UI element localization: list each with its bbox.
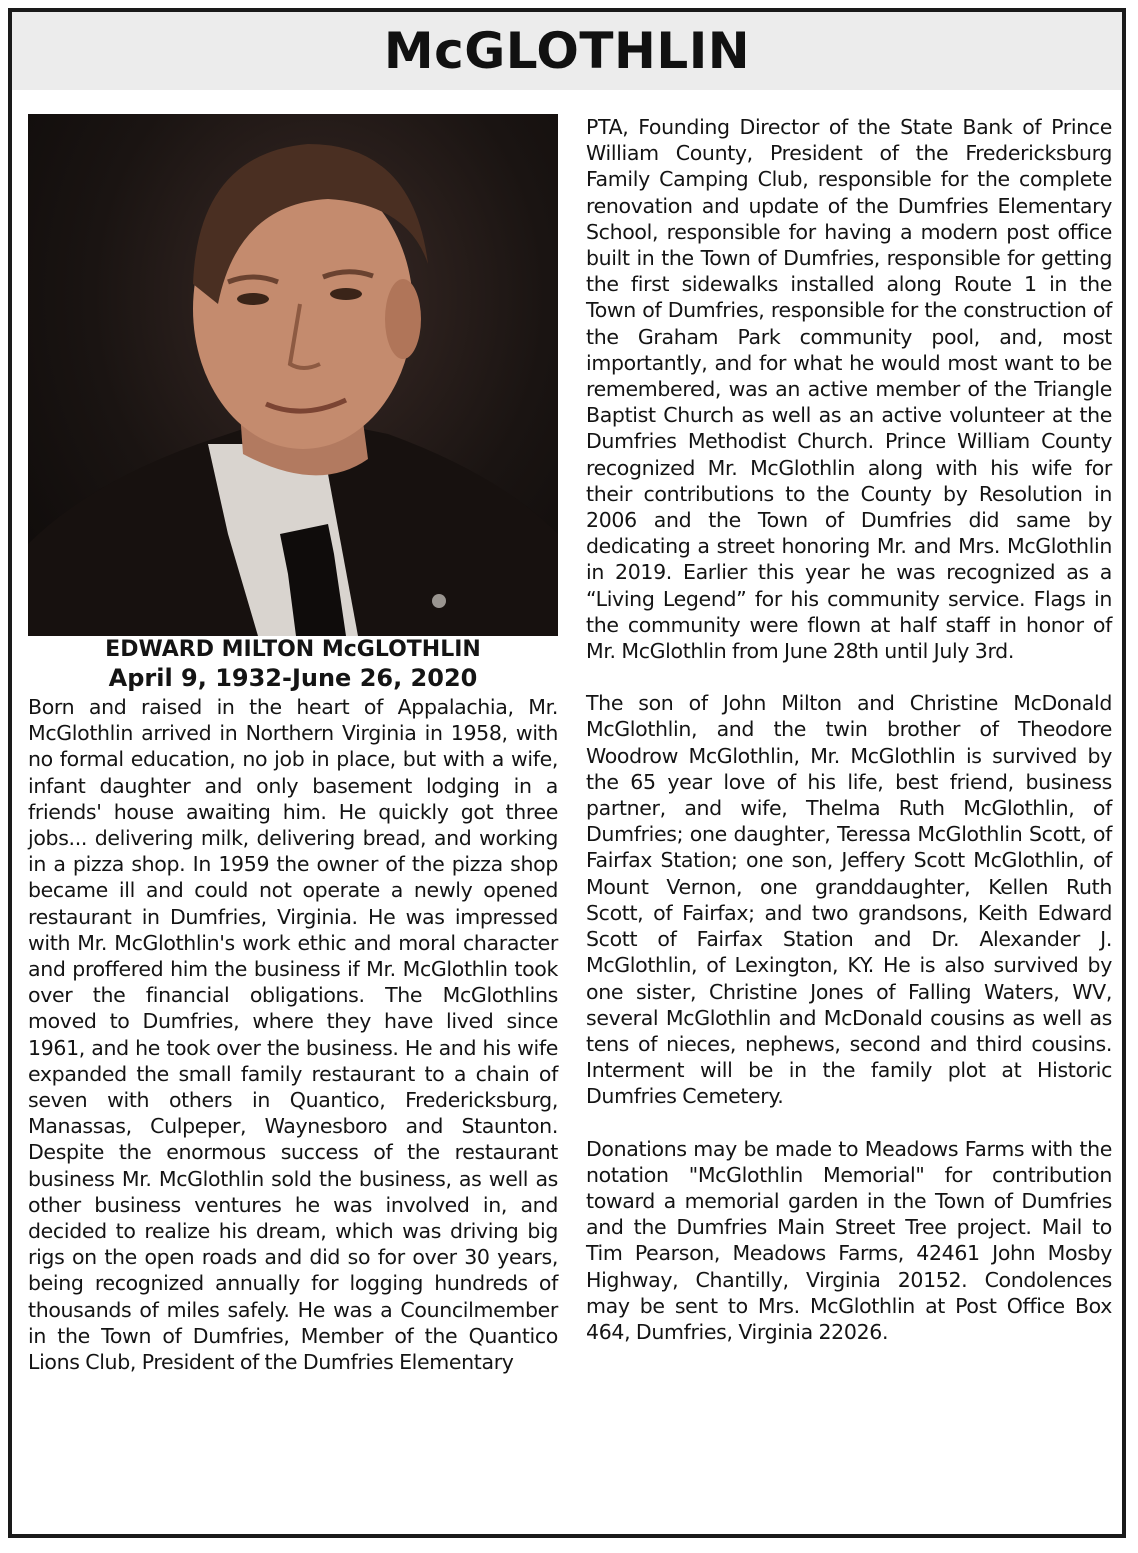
portrait-photo [28,114,558,636]
life-dates: April 9, 1932-June 26, 2020 [108,664,478,692]
obituary-right-column [586,114,1112,1371]
title-bar [12,12,1122,90]
obituary-page [8,8,1126,1538]
portrait-illustration [28,114,558,636]
page-title: McGLOTHLIN [383,22,751,80]
paragraph-community-service: PTA, Founding Director of the State Bank of Prince William County, President of the Fredericksburg Family Camping Club, responsible for the complete renovation and update of the Dumfries Elementary School, responsible for having a modern post office built in the Town of Dumfries, responsible for getting the first sidewalks installed along Route 1 in the Town of Dumfries, responsible for the construction of the Graham Park community pool, and, most importantly, and for what he would most want to be remembered, was an active member of the Triangle Baptist Church as well as an active volunteer at the Dumfries Methodist Church. Prince William County recognized Mr. McGlothlin along with his wife for their contributions to the County by Resolution in 2006 and the Town of Dumfries did same by dedicating a street honoring Mr. and Mrs. McGlothlin in 2019. Earlier this year he was recognized as a “Living Legend” for his community service. Flags in the community were flown at half staff in honor of Mr. McGlothlin from June 28th until July 3rd. [586,115,1112,664]
paragraph-donations: Donations may be made to Meadows Farms with the notation "McGlothlin Memorial" for contribution toward a memorial garden in the Town of Dumfries and the Dumfries Main Street Tree project. Mail to Tim Pearson, Meadows Farms, 42461 John Mosby Highway, Chantilly, Virginia 20152. Condolences may be sent to Mrs. McGlothlin at Post Office Box 464, Dumfries, Virginia 22026. [586,1136,1112,1344]
obituary-left-column: Born and raised in the heart of Appalachia, Mr. McGlothlin arrived in Northern Virginia in 1958, with no formal education, no job in place, but with a wife, infant daughter and only basement lodging in a friends' house awaiting him. He quickly got three jobs... delivering milk, delivering bread, and working in a pizza shop. In 1959 the owner of the pizza shop became ill and could not operate a newly opened restaurant in Dumfries, Virginia. He was impressed with Mr. McGlothlin's work ethic and moral character and proffered him the business if Mr. McGlothlin took over the financial obligations. The McGlothlins moved to Dumfries, where they have lived since 1961, and he took over the business. He and his wife expanded the small family restaurant to a chain of seven with others in Quantico, Fredericksburg, Manassas, Culpeper, Waynesboro and Staunton. Despite the enormous success of the restaurant business Mr. McGlothlin sold the business, as well as other business ventures he was involved in, and decided to realize his dream, which was driving big rigs on the open roads and did so for over 30 years, being recognized annually for logging hundreds of thousands of miles safely. He was a Councilmember in the Town of Dumfries, Member of the Quantico Lions Club, President of the Dumfries Elementary [28,695,558,1375]
paragraph-survivors: The son of John Milton and Christine McDonald McGlothlin, and the twin brother of Theodore Woodrow McGlothlin, Mr. McGlothlin is survived by the 65 year love of his life, best friend, business partner, and wife, Thelma Ruth McGlothlin, of Dumfries; one daughter, Teressa McGlothlin Scott, of Fairfax Station; one son, Jeffery Scott McGlothlin, of Mount Vernon, one granddaughter, Kellen Ruth Scott, of Fairfax; and two grandsons, Keith Edward Scott of Fairfax Station and Dr. Alexander J. McGlothlin, of Lexington, KY. He is also survived by one sister, Christine Jones of Falling Waters, WV, several McGlothlin and McDonald cousins as well as tens of nieces, nephews, second and third cousins. Interment will be in the family plot at Historic Dumfries Cemetery. [586,691,1112,1109]
deceased-name: EDWARD MILTON McGLOTHLIN [105,637,481,662]
